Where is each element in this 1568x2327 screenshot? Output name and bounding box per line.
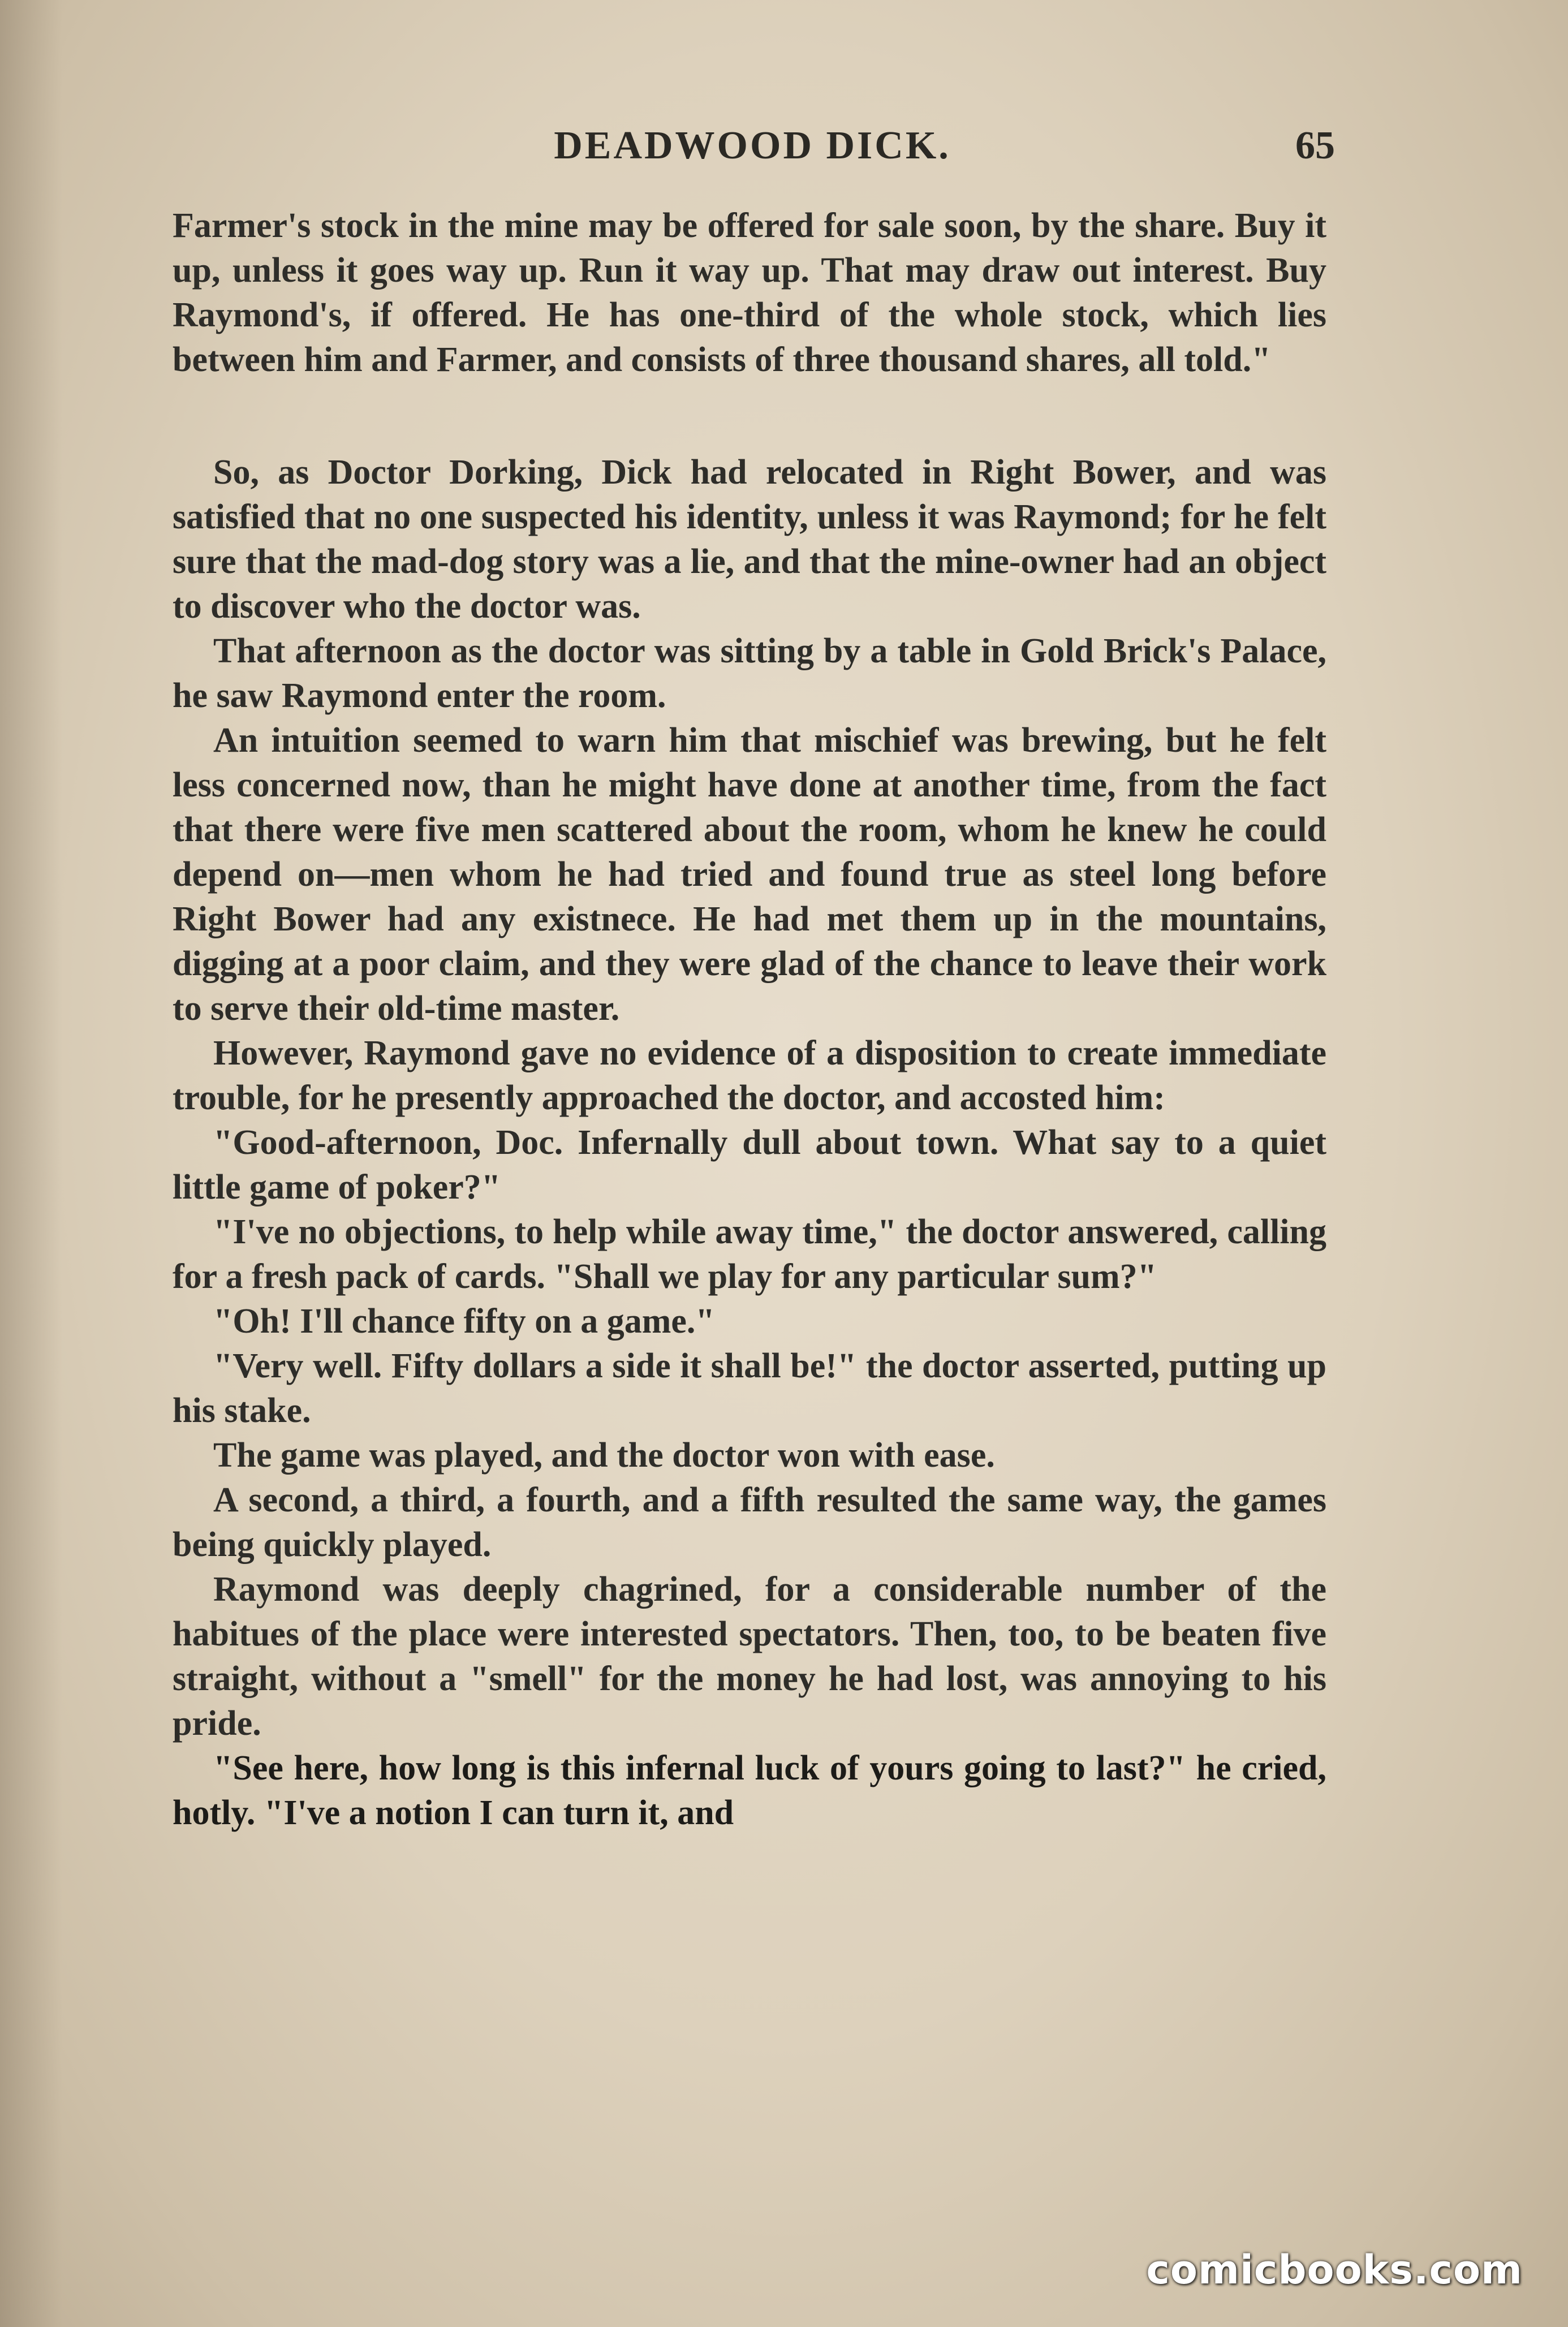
paragraph: A second, a third, a fourth, and a fifth resulted the same way, the games being quickly played. xyxy=(173,1481,1326,1564)
running-head: DEADWOOD DICK. xyxy=(554,124,951,167)
paragraph: The game was played, and the doctor won with ease. xyxy=(213,1436,995,1475)
paragraph: "Oh! I'll chance fifty on a game." xyxy=(213,1302,715,1341)
paragraph: Raymond was deeply chagrined, for a considerable number of the habitues of the place were interested spectators. Then, too, to be beaten five straight, without a "smell" for the money he had lost, was annoying to his pride. xyxy=(173,1570,1326,1743)
paragraph: "I've no objections, to help while away time," the doctor answered, calling for a fresh pack of cards. "Shall we play for any particular sum?" xyxy=(173,1213,1326,1296)
paragraph: "Good-afternoon, Doc. Infernally dull about town. What say to a quiet little game of poker?" xyxy=(173,1123,1326,1206)
paragraph: "See here, how long is this infernal luck of yours going to last?" he cried, hotly. "I've a notion I can turn it, and xyxy=(173,1749,1326,1832)
paragraph: "Very well. Fifty dollars a side it shall be!" the doctor asserted, putting up his stake. xyxy=(173,1347,1326,1430)
paragraph: So, as Doctor Dorking, Dick had relocated in Right Bower, and was satisfied that no one suspected his identity, unless it was Raymond; for he felt sure that the mad-dog story was a lie, and that the mine-owner had an object to discover who the doctor was. xyxy=(173,453,1326,626)
paragraph: Farmer's stock in the mine may be offered for sale soon, by the share. Buy it up, unless it goes way up. Run it way up. That may draw out interest. Buy Raymond's, if offered. He has one-third of the whole stock, which lies between him and Farmer, and consists of three thousand shares, all told." xyxy=(173,206,1326,379)
page-header xyxy=(170,123,1335,186)
paragraph: However, Raymond gave no evidence of a disposition to create immediate trouble, for he presently approached the doctor, and accosted him: xyxy=(173,1034,1326,1117)
watermark: comicbooks.com xyxy=(1146,2247,1523,2293)
paragraph: That afternoon as the doctor was sitting by a table in Gold Brick's Palace, he saw Raymond enter the room. xyxy=(173,632,1326,715)
paragraph: An intuition seemed to warn him that mischief was brewing, but he felt less concerned now, than he might have done at another time, from the fact that there were five men scattered about the room, whom he knew he could depend on—men whom he had tried and found true as steel long before Right Bower had any existnece. He had met them up in the mountains, digging at a poor claim, and they were glad of the chance to leave their work to serve their old-time master. xyxy=(173,721,1326,1028)
page-number: 65 xyxy=(1295,124,1335,167)
body-text xyxy=(173,204,1326,1835)
